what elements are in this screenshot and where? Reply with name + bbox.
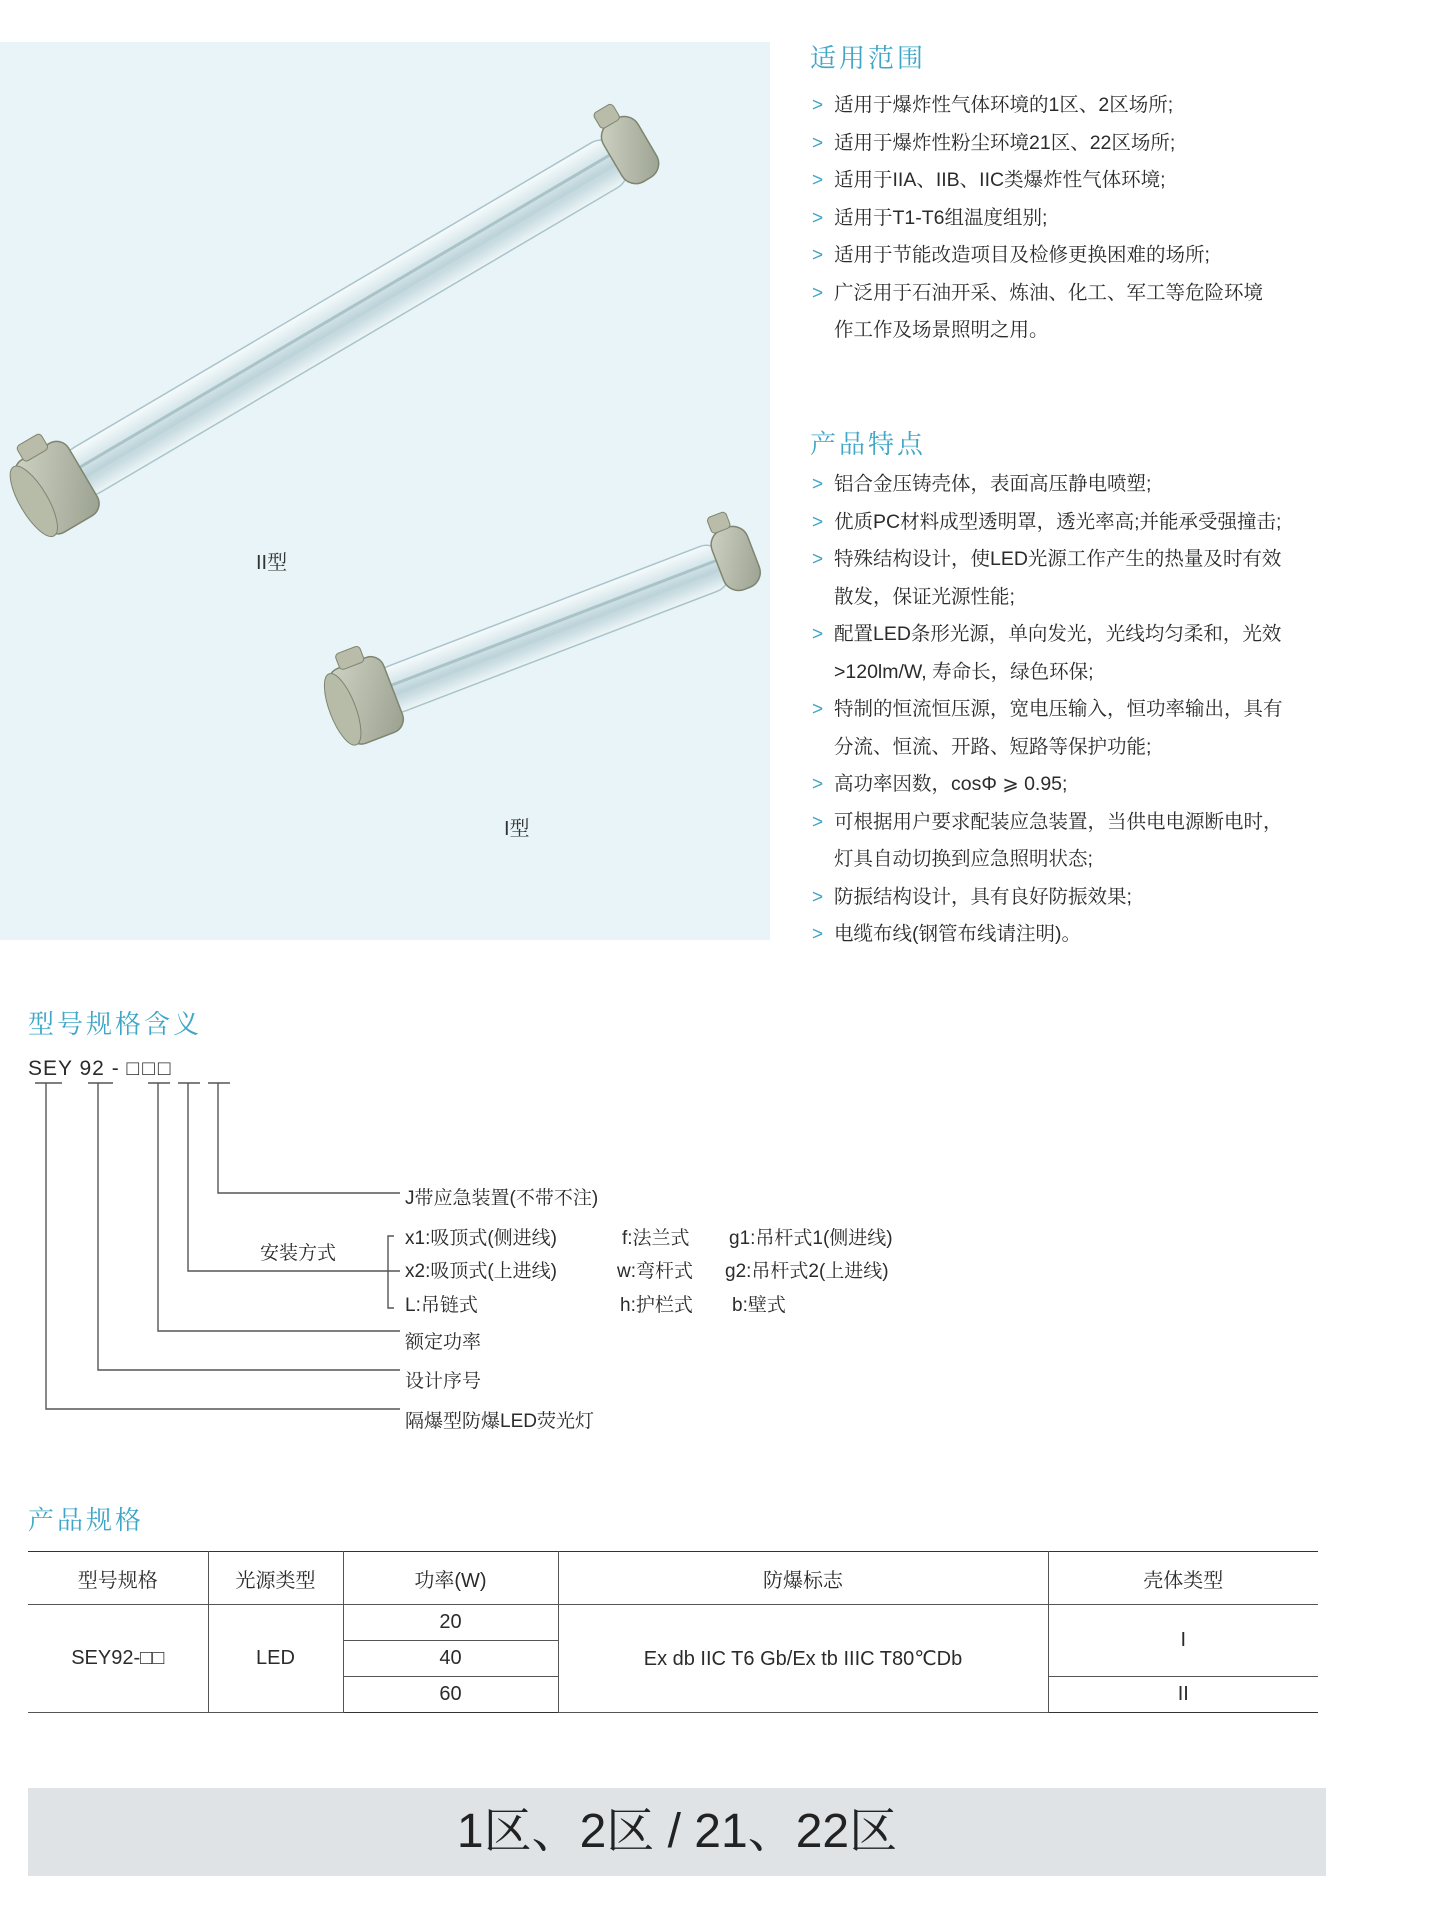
list-item-text: 特制的恒流恒压源，宽电压输入，恒功率输出，具有 — [834, 698, 1283, 720]
chevron-right-icon: > — [812, 511, 824, 533]
list-item-text: 配置LED条形光源，单向发光，光线均匀柔和，光效 — [834, 623, 1282, 645]
type-i-label: I型 — [504, 818, 530, 840]
table-header-cell: 型号规格 — [28, 1552, 208, 1605]
product-photo-panel — [0, 42, 770, 940]
features-list — [812, 466, 1372, 954]
lamp-illustration — [0, 42, 770, 940]
list-item-text-continued: 灯具自动切换到应急照明状态; — [834, 848, 1093, 870]
install-g2: g2:吊杆式2(上进线) — [725, 1261, 889, 1282]
code-boxes: □□□ — [126, 1057, 174, 1080]
spec-table — [28, 1551, 1318, 1713]
ex-mark-cell: Ex db IIC T6 Gb/Ex tb IIIC T80℃Db — [558, 1605, 1048, 1713]
scope-title: 适用范围 — [810, 43, 927, 73]
list-item — [812, 237, 1372, 275]
table-header-row — [28, 1552, 1318, 1605]
chevron-right-icon: > — [812, 811, 824, 833]
list-item-text-continued: 散发，保证光源性能; — [834, 585, 1015, 608]
list-item — [812, 504, 1372, 542]
list-item-text: 优质PC材料成型透明罩，透光率高;并能承受强撞击; — [834, 510, 1282, 533]
housing-cell: II — [1048, 1677, 1318, 1713]
chevron-right-icon: > — [812, 170, 824, 191]
code-dash: - — [111, 1057, 120, 1080]
list-item — [812, 466, 1372, 504]
list-item-text: 可根据用户要求配装应急装置，当供电电源断电时， — [834, 810, 1283, 833]
install-w: w:弯杆式 — [617, 1261, 694, 1282]
list-item-text: 广泛用于石油开采、炼油、化工、军工等危险环境 — [834, 281, 1264, 304]
install-h: h:护栏式 — [620, 1295, 693, 1316]
chevron-right-icon: > — [812, 886, 824, 908]
zone-banner: 1区、2区 / 21、22区 — [28, 1788, 1326, 1876]
install-g1: g1:吊杆式1(侧进线) — [729, 1228, 893, 1249]
chevron-right-icon: > — [812, 95, 824, 116]
model-code — [28, 1057, 174, 1081]
list-item-text: 电缆布线(钢管布线请注明)。 — [834, 923, 1081, 945]
power-cell: 20 — [343, 1605, 558, 1641]
install-L: L:吊链式 — [405, 1295, 478, 1316]
product-name-label: 隔爆型防爆LED荧光灯 — [405, 1411, 594, 1432]
list-item — [812, 125, 1372, 163]
list-item-text: 适用于爆炸性粉尘环境21区、22区场所; — [834, 131, 1176, 154]
install-f: f:法兰式 — [622, 1228, 690, 1249]
model-code-diagram — [0, 1080, 430, 1440]
install-x2: x2:吸顶式(上进线) — [405, 1261, 558, 1282]
chevron-right-icon: > — [812, 699, 824, 720]
type-ii-label: II型 — [256, 552, 288, 574]
model-cell: SEY92-□□ — [28, 1605, 208, 1713]
install-x1: x1:吸顶式(侧进线) — [405, 1228, 558, 1249]
list-item — [812, 916, 1372, 954]
spec-title: 产品规格 — [28, 1505, 145, 1535]
list-item-text: 铝合金压铸壳体，表面高压静电喷塑; — [834, 473, 1152, 495]
features-title: 产品特点 — [810, 429, 927, 459]
list-item — [812, 87, 1372, 125]
power-cell: 60 — [343, 1677, 558, 1713]
list-item — [812, 879, 1372, 917]
code-prefix: SEY — [28, 1057, 73, 1080]
list-item-text-continued: 分流、恒流、开路、短路等保护功能; — [834, 735, 1152, 758]
housing-cell: I — [1048, 1605, 1318, 1677]
list-item-text: 适用于IIA、IIB、IIC类爆炸性气体环境; — [834, 169, 1166, 191]
list-item-text: 适用于爆炸性气体环境的1区、2区场所; — [834, 94, 1174, 116]
list-item-text: 适用于T1-T6组温度组别; — [834, 206, 1048, 229]
design-serial-label: 设计序号 — [405, 1371, 482, 1392]
install-method-label: 安装方式 — [260, 1243, 337, 1264]
list-item — [812, 541, 1372, 616]
chevron-right-icon: > — [812, 549, 824, 570]
chevron-right-icon: > — [812, 624, 824, 645]
model-meaning-title: 型号规格含义 — [28, 1009, 203, 1039]
list-item-text-continued: >120lm/W, 寿命长，绿色环保; — [834, 660, 1094, 683]
table-header-cell: 防爆标志 — [558, 1552, 1048, 1605]
chevron-right-icon: > — [812, 924, 824, 945]
list-item — [812, 616, 1372, 691]
table-header-cell: 光源类型 — [208, 1552, 343, 1605]
list-item — [812, 766, 1372, 804]
list-item — [812, 691, 1372, 766]
chevron-right-icon: > — [812, 282, 824, 304]
list-item-text: 特殊结构设计，使LED光源工作产生的热量及时有效 — [834, 548, 1282, 570]
install-b: b:壁式 — [732, 1295, 786, 1316]
type-i-lamp — [311, 501, 768, 751]
chevron-right-icon: > — [812, 774, 824, 795]
emergency-label: J带应急装置(不带不注) — [405, 1188, 599, 1209]
list-item — [812, 200, 1372, 238]
list-item-text: 防振结构设计，具有良好防振效果; — [834, 885, 1132, 908]
list-item-text-continued: 作工作及场景照明之用。 — [834, 319, 1049, 341]
light-source-cell: LED — [208, 1605, 343, 1713]
code-series: 92 — [79, 1057, 105, 1080]
power-cell: 40 — [343, 1641, 558, 1677]
table-header-cell: 功率(W) — [343, 1552, 558, 1605]
list-item — [812, 162, 1372, 200]
chevron-right-icon: > — [812, 474, 824, 495]
chevron-right-icon: > — [812, 132, 824, 154]
table-row — [28, 1605, 1318, 1641]
list-item — [812, 275, 1372, 350]
list-item-text: 高功率因数，cosΦ ⩾ 0.95; — [834, 773, 1068, 795]
list-item-text: 适用于节能改造项目及检修更换困难的场所; — [834, 244, 1210, 266]
table-header-cell: 壳体类型 — [1048, 1552, 1318, 1605]
scope-list — [812, 87, 1372, 350]
type-ii-lamp — [0, 92, 669, 545]
list-item — [812, 804, 1372, 879]
rated-power-label: 额定功率 — [405, 1332, 482, 1353]
chevron-right-icon: > — [812, 245, 824, 266]
chevron-right-icon: > — [812, 207, 824, 229]
